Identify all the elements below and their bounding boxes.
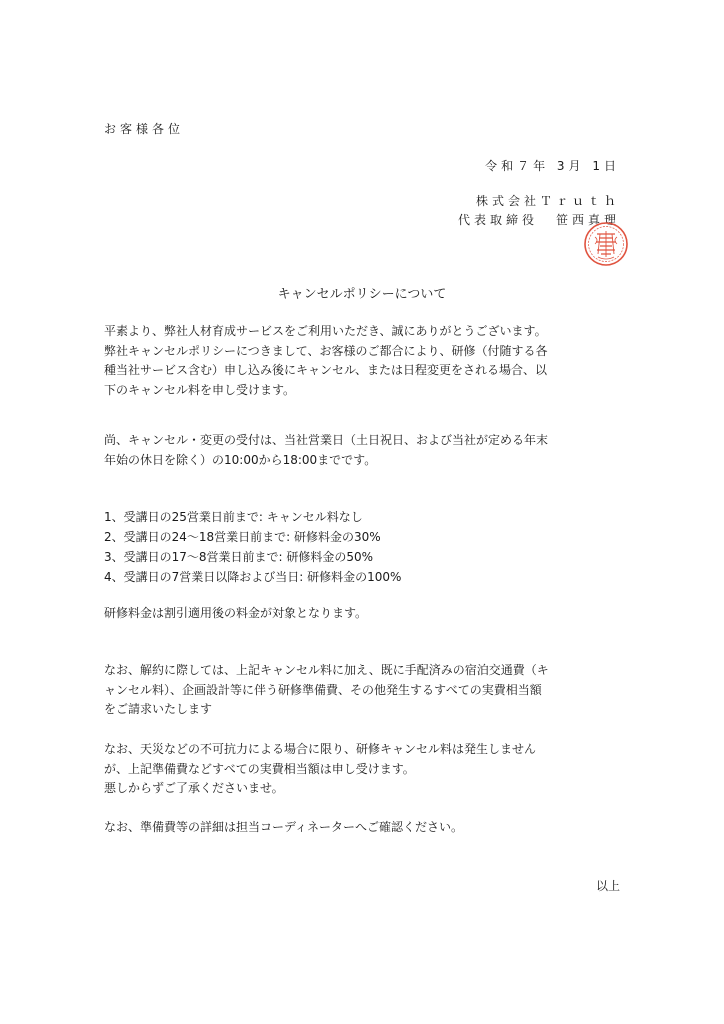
force-majeure-line: なお、天災などの不可抗力による場合に限り、研修キャンセル料は発生しません [104,742,537,756]
intro-line: 下のキャンセル料を申し受けます。 [104,382,296,397]
discount-note [104,604,367,624]
representative-name: 笹西真理 [556,213,621,227]
hours-paragraph [104,431,548,470]
contact-note [104,818,463,838]
additional-costs-paragraph [104,661,549,720]
intro-paragraph [104,322,548,400]
company-name: 株式会社Ｔｒｕｔｈ [475,194,620,208]
fee-list-item: 1、受講日の25営業日前まで: キャンセル料なし [104,510,363,524]
discount-note-line: 研修料金は割引適用後の料金が対象となります。 [104,606,368,620]
fee-list-item: 2、受講日の24～18営業日前まで: 研修料金の30% [104,530,381,544]
fee-list-item: 4、受講日の7営業日以降および当日: 研修料金の100% [104,570,402,584]
additional-line: ャンセル料）、企画設計等に伴う研修準備費、その他発生するすべての実費相当額 [104,682,542,697]
page-title: キャンセルポリシーについて [277,287,447,302]
hours-line: 年始の休日を除く）の10:00から18:00までです。 [104,452,377,467]
additional-line: なお、解約に際しては、上記キャンセル料に加え、既に手配済みの宿泊交通費（キ [104,663,549,677]
representative-title: 代表取締役 [458,213,539,227]
document-date: 令和７年 3月 1日 [485,159,620,173]
force-majeure-paragraph [104,740,536,799]
salutation: お客様各位 [104,122,185,136]
cancellation-fee-list [104,507,401,587]
contact-note-line: なお、準備費等の詳細は担当コーディネーターへご確認ください。 [104,820,464,834]
intro-line: 種当社サービス含む）申し込み後にキャンセル、または日程変更をされる場合、以 [104,363,548,377]
closing-mark: 以上 [595,879,620,893]
company-seal-stamp [583,221,629,267]
additional-line: をご請求いたします [104,702,213,716]
force-majeure-line: 悪しからずご了承くださいませ。 [104,781,284,795]
intro-line: 弊社キャンセルポリシーにつきまして、お客様のご都合により、研修（付随する各 [104,343,548,358]
hours-line: 尚、キャンセル・変更の受付は、当社営業日（土日祝日、および当社が定める年末 [104,433,549,447]
force-majeure-line: が、上記準備費などすべての実費相当額は申し受けます。 [104,761,415,776]
intro-line: 平素より、弊社人材育成サービスをご利用いただき、誠にありがとうございます。 [104,324,547,338]
fee-list-item: 3、受講日の17～8営業日前まで: 研修料金の50% [104,550,374,564]
